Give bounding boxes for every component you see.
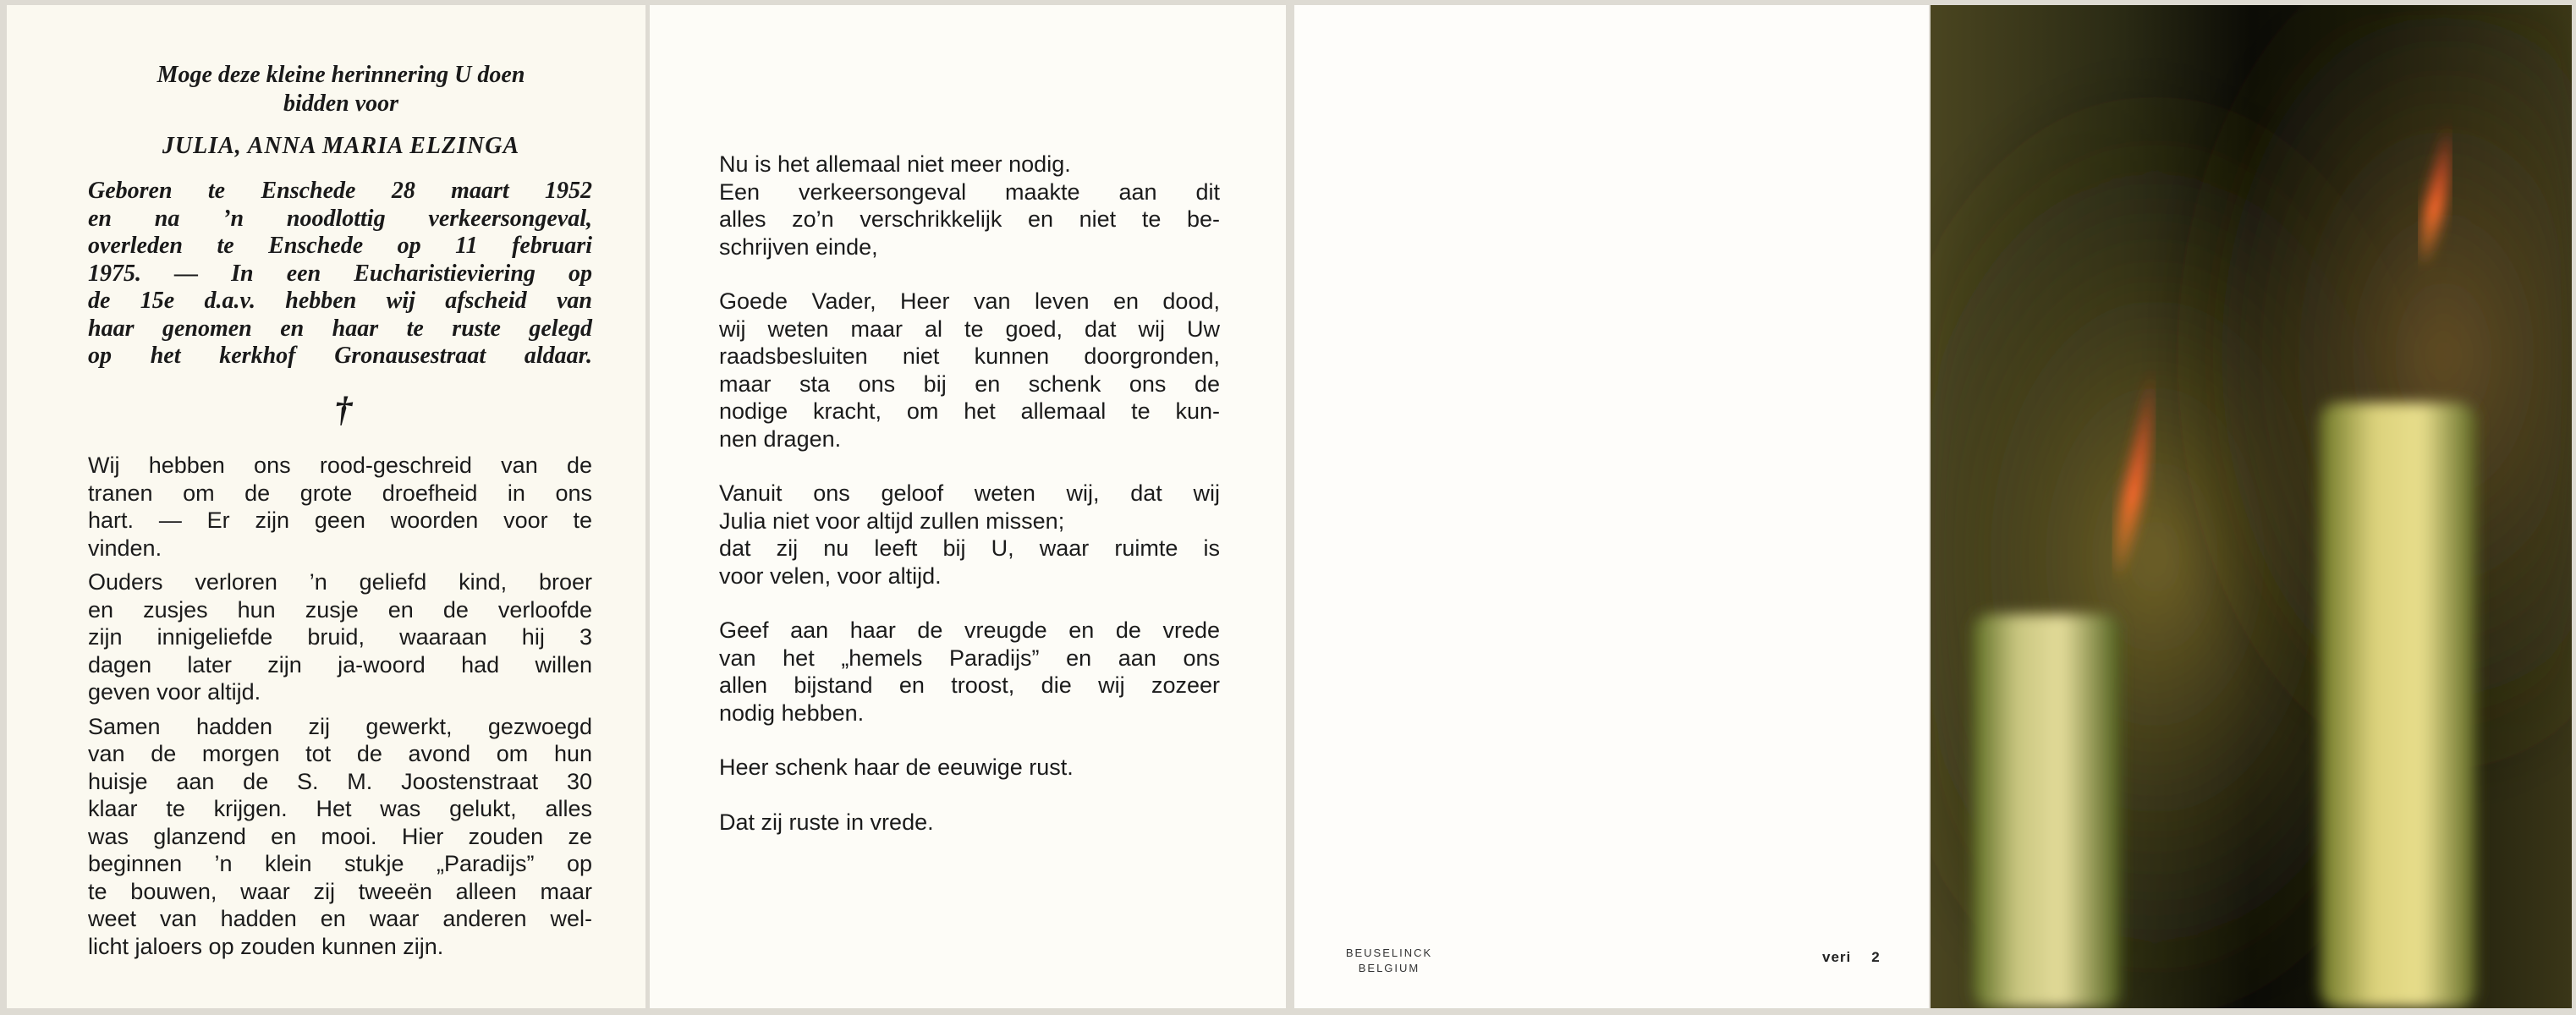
cross-icon: † bbox=[334, 391, 353, 430]
text-line: klaar te krijgen. Het was gelukt, alles bbox=[88, 796, 592, 821]
text-line: te bouwen, waar zij tweeën alleen maar bbox=[88, 878, 592, 904]
heading-line: bidden voor bbox=[283, 91, 399, 117]
text-line: tranen om de grote droefheid in ons bbox=[88, 480, 592, 506]
bio-line: 1975. — In een Eucharistieviering op bbox=[88, 260, 592, 287]
text-line: huisje aan de S. M. Joostenstraat 30 bbox=[88, 768, 592, 794]
paragraph bbox=[88, 568, 592, 706]
text-line: weet van hadden en waar anderen wel- bbox=[88, 906, 592, 931]
text-line: geven voor altijd. bbox=[88, 679, 261, 705]
publisher-name: BEUSELINCK bbox=[1345, 946, 1433, 959]
text-line: Een verkeersongeval maakte aan dit bbox=[719, 178, 1220, 205]
text-line: vinden. bbox=[88, 535, 162, 561]
prayer-body bbox=[719, 151, 1220, 863]
text-line: hart. — Er zijn geen woorden voor te bbox=[88, 508, 592, 533]
text-line: alles zo’n verschrikkelijk en niet te be- bbox=[719, 206, 1220, 232]
text-line: was glanzend en mooi. Hier zouden ze bbox=[88, 823, 592, 849]
text-line: Julia niet voor altijd zullen missen; bbox=[719, 508, 1065, 534]
text-line: en zusjes hun zusje en de verloofde bbox=[88, 596, 592, 623]
bio-line: op het kerkhof Gronausestraat aldaar. bbox=[88, 343, 592, 369]
text-line: Wij hebben ons rood-geschreid van de bbox=[88, 453, 592, 478]
text-line: wij weten maar al te goed, dat wij Uw bbox=[719, 315, 1220, 342]
text-line: van de morgen tot de avond om hun bbox=[88, 741, 592, 766]
print-code-label: veri bbox=[1822, 949, 1852, 965]
candles-photo bbox=[1931, 5, 2572, 1008]
text-line: Goede Vader, Heer van leven en dood, bbox=[719, 288, 1220, 314]
text-line: Heer schenk haar de eeuwige rust. bbox=[719, 754, 1074, 780]
text-line: van het „hemels Paradijs” en aan ons bbox=[719, 645, 1220, 671]
paragraph bbox=[719, 809, 1220, 837]
deceased-name: JULIA, ANNA MARIA ELZINGA bbox=[162, 133, 520, 159]
candle-photo-panel bbox=[1931, 5, 2572, 1008]
candle-right bbox=[2320, 403, 2476, 1008]
text-line: Nu is het allemaal niet meer nodig. bbox=[719, 151, 1071, 177]
text-line: nen dragen. bbox=[719, 425, 842, 452]
paragraph bbox=[88, 452, 592, 562]
panel-prayer-text bbox=[650, 5, 1286, 1008]
text-line: beginnen ’n klein stukje „Paradijs” op bbox=[88, 851, 592, 876]
text-line: licht jaloers op zouden kunnen zijn. bbox=[88, 933, 444, 959]
text-line: maar sta ons bij en schenk ons de bbox=[719, 370, 1220, 397]
text-line: dat zij nu leeft bij U, waar ruimte is bbox=[719, 535, 1220, 561]
publisher-country: BELGIUM bbox=[1358, 962, 1420, 974]
bio-line: de 15e d.a.v. hebben wij afscheid van bbox=[88, 288, 592, 314]
text-line: Ouders verloren ’n geliefd kind, broer bbox=[88, 569, 592, 595]
text-line: allen bijstand en troost, die wij zozeer bbox=[719, 672, 1220, 698]
paragraph bbox=[719, 480, 1220, 590]
bio-line: overleden te Enschede op 11 februari bbox=[88, 233, 592, 259]
paragraph bbox=[88, 713, 592, 961]
paragraph bbox=[719, 617, 1220, 727]
text-line: Dat zij ruste in vrede. bbox=[719, 809, 934, 835]
paragraph bbox=[719, 151, 1220, 261]
text-line: schrijven einde, bbox=[719, 233, 878, 260]
text-line: nodig hebben. bbox=[719, 700, 865, 726]
paragraph bbox=[719, 754, 1220, 782]
bio-line: haar genomen en haar te ruste gelegd bbox=[88, 315, 592, 342]
memorial-body bbox=[88, 452, 592, 967]
text-line: voor velen, voor altijd. bbox=[719, 562, 942, 589]
candle-left bbox=[1973, 614, 2121, 1008]
heading-line: Moge deze kleine herinnering U doen bbox=[157, 62, 525, 88]
biography bbox=[88, 178, 592, 370]
paragraph bbox=[719, 288, 1220, 453]
panel-blank-back bbox=[1294, 5, 1929, 1008]
text-line: Samen hadden zij gewerkt, gezwoegd bbox=[88, 713, 592, 739]
memorial-heading bbox=[87, 61, 595, 118]
bio-line: en na ’n noodlottig verkeersongeval, bbox=[88, 205, 592, 232]
publisher-imprint bbox=[1330, 946, 1448, 976]
text-line: dagen later zijn ja-woord had willen bbox=[88, 651, 592, 678]
panel-memorial-text bbox=[7, 5, 645, 1008]
print-code-number: 2 bbox=[1871, 949, 1881, 965]
text-line: zijn innigeliefde bruid, waaraan hij 3 bbox=[88, 624, 592, 650]
text-line: Geef aan haar de vreugde en de vrede bbox=[719, 617, 1220, 643]
bio-line: Geboren te Enschede 28 maart 1952 bbox=[88, 178, 592, 204]
text-line: raadsbesluiten niet kunnen doorgronden, bbox=[719, 343, 1220, 369]
text-line: Vanuit ons geloof weten wij, dat wij bbox=[719, 480, 1220, 506]
print-code bbox=[1822, 949, 1901, 966]
text-line: nodige kracht, om het allemaal te kun- bbox=[719, 398, 1220, 424]
